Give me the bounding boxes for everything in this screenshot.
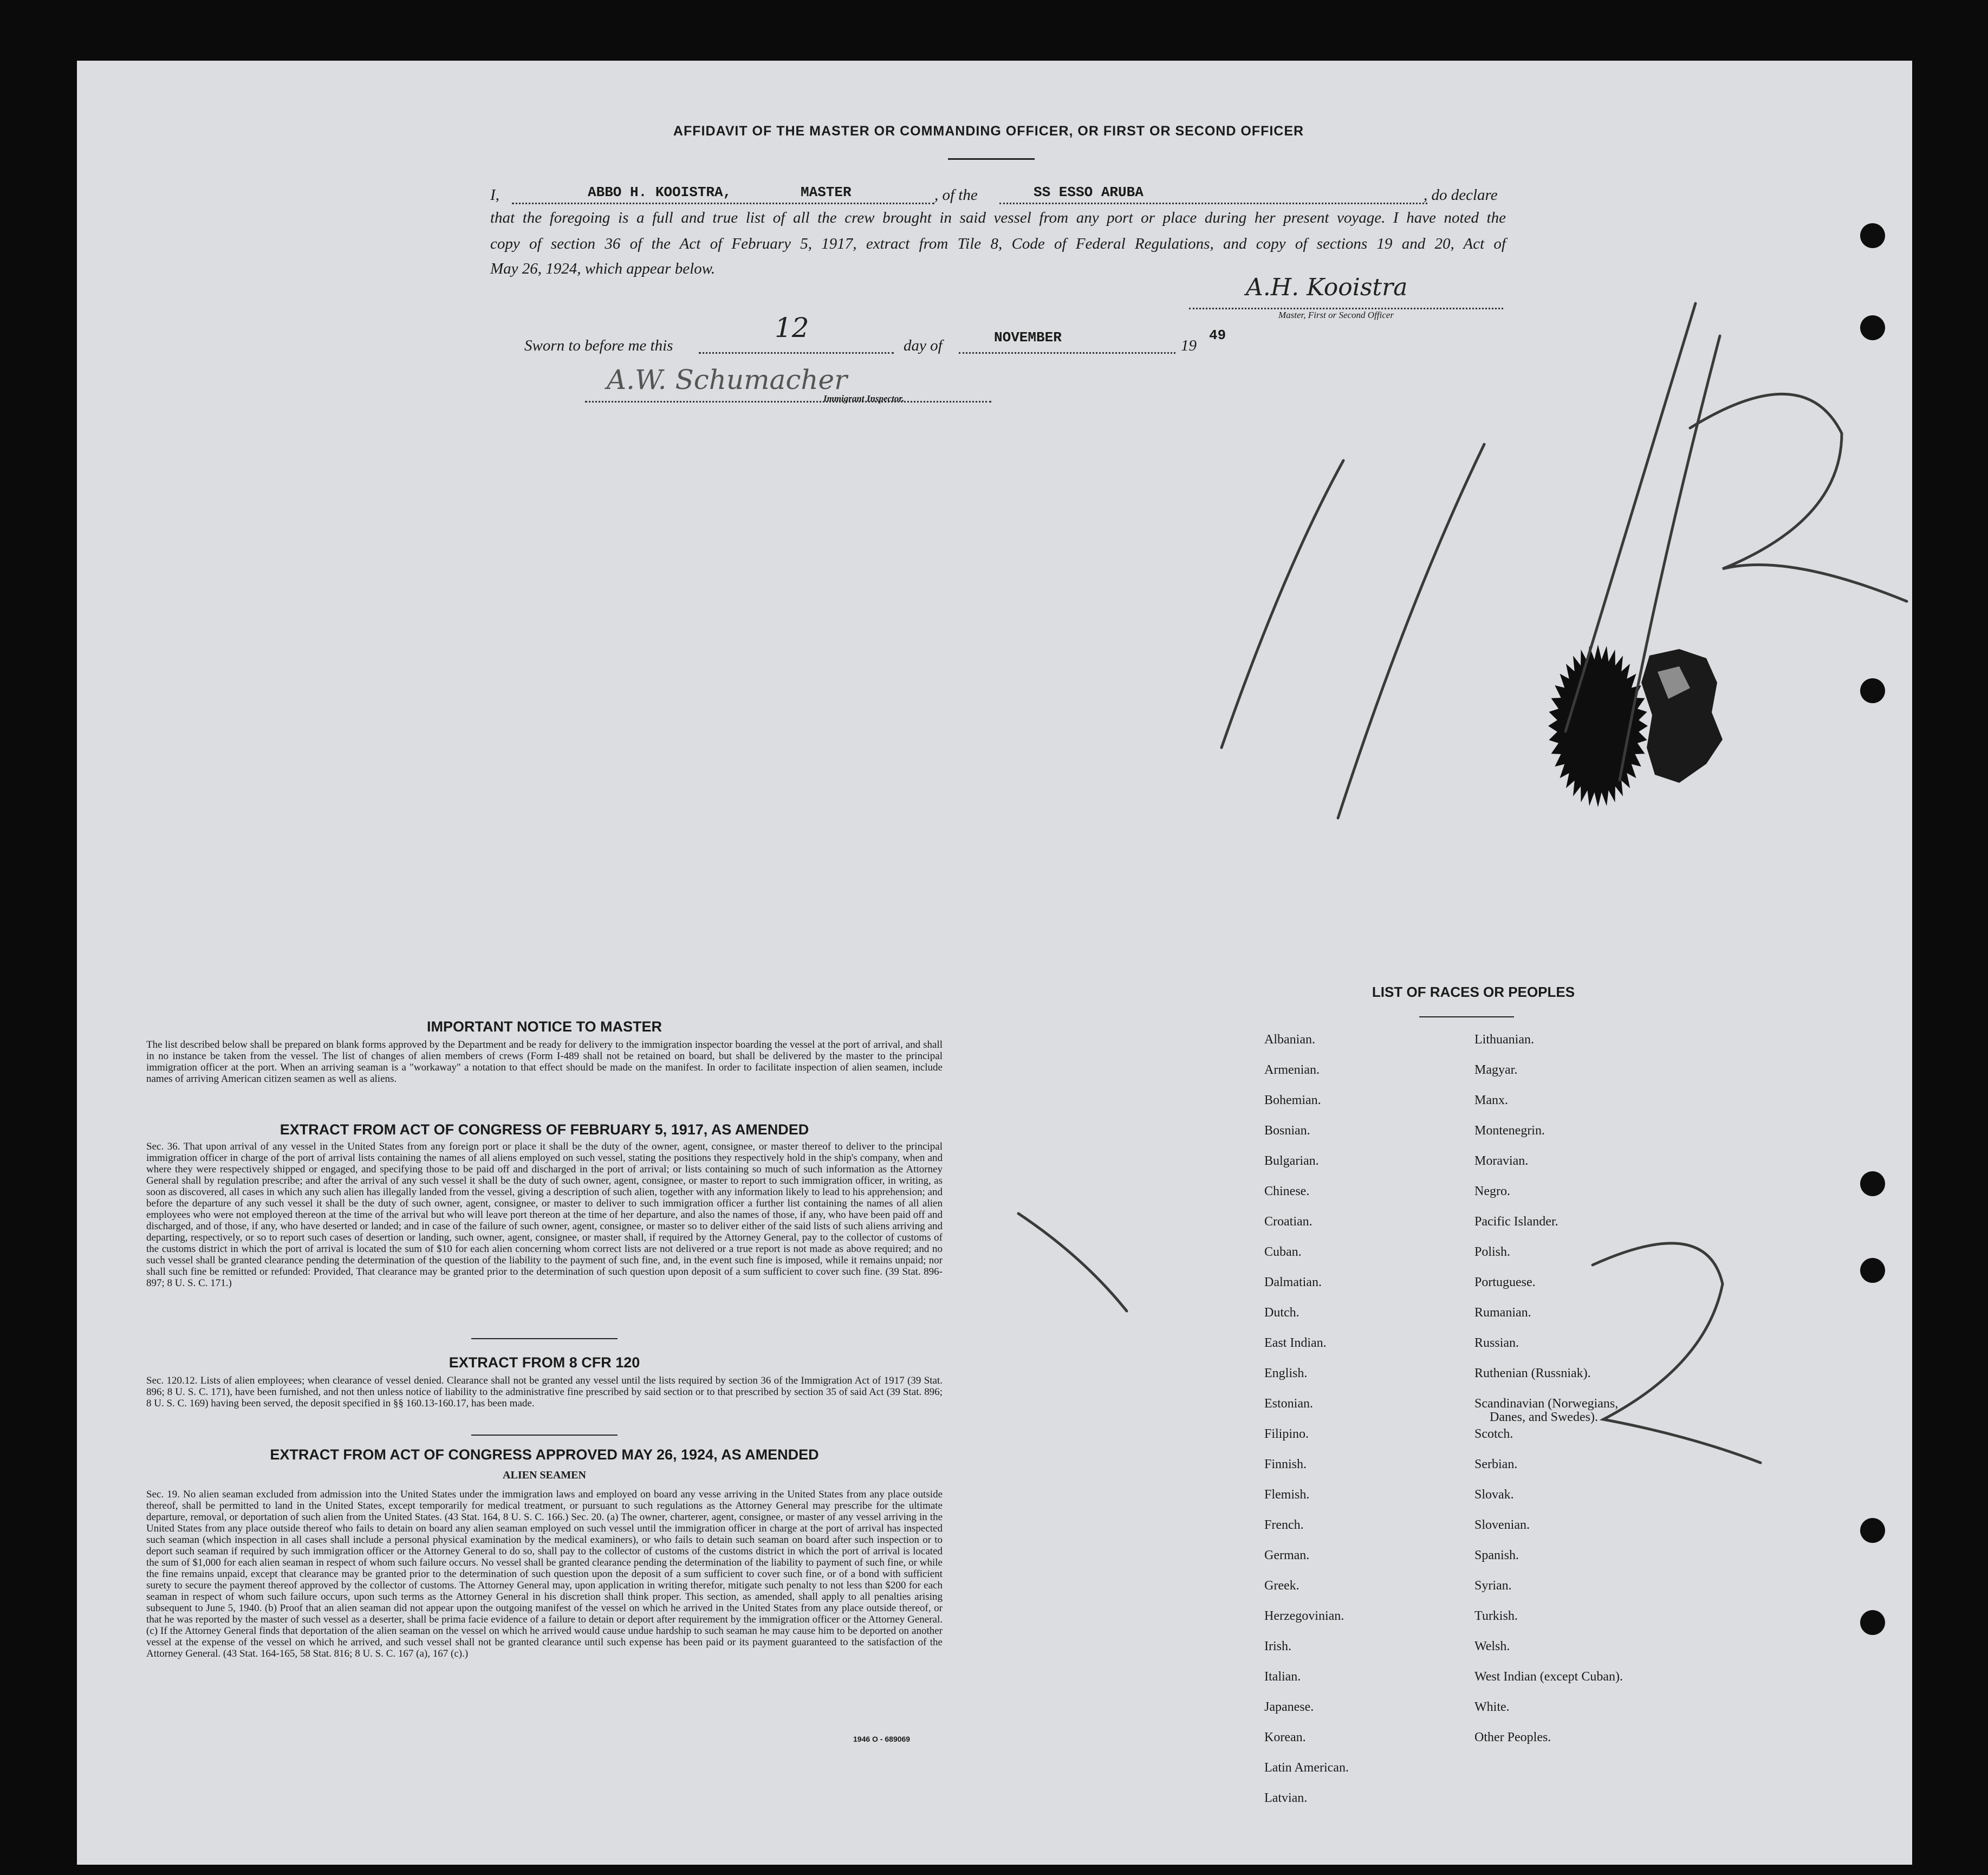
race-item: Moravian.	[1474, 1154, 1529, 1168]
race-item: Chinese.	[1264, 1184, 1310, 1198]
race-item: Albanian.	[1264, 1033, 1315, 1047]
race-item: English.	[1264, 1366, 1308, 1380]
race-item: Manx.	[1474, 1093, 1508, 1107]
do-declare-label: , do declare	[1424, 186, 1498, 204]
race-item: Syrian.	[1474, 1579, 1512, 1593]
race-item: Turkish.	[1474, 1609, 1518, 1623]
race-item: German.	[1264, 1548, 1310, 1562]
affidavit-title: AFFIDAVIT OF THE MASTER OR COMMANDING OFFICER, OR FIRST OR SECOND OFFICER	[673, 124, 1304, 139]
race-item: Serbian.	[1474, 1457, 1518, 1471]
race-item: Other Peoples.	[1474, 1730, 1551, 1744]
pen-stroke	[1018, 1214, 1127, 1311]
race-item: Bohemian.	[1264, 1093, 1321, 1107]
race-item: Russian.	[1474, 1336, 1519, 1350]
handwritten-page-mark	[1408, 813, 1517, 814]
race-item: Dutch.	[1264, 1306, 1300, 1320]
race-item: Negro.	[1474, 1184, 1510, 1198]
race-item: Polish.	[1474, 1245, 1511, 1259]
handwritten-side-mark	[1712, 1398, 1820, 1399]
signature-caption: Master, First or Second Officer	[1278, 310, 1394, 320]
race-item: Latvian.	[1264, 1791, 1308, 1805]
extract-cfr-title: EXTRACT FROM 8 CFR 120	[449, 1354, 640, 1371]
race-item: White.	[1474, 1700, 1510, 1714]
year-prefix: 19	[1181, 337, 1197, 354]
master-rank: MASTER	[801, 184, 852, 200]
pen-numeral	[1690, 394, 1907, 601]
affidavit-line-4: May 26, 1924, which appear below.	[490, 260, 716, 277]
races-title: LIST OF RACES OR PEOPLES	[1372, 984, 1575, 1000]
vessel-name: SS ESSO ARUBA	[1034, 184, 1144, 200]
race-item: Irish.	[1264, 1639, 1291, 1653]
race-item: Pacific Islander.	[1474, 1215, 1558, 1229]
race-item: Latin American.	[1264, 1761, 1349, 1775]
affidavit-line-3: copy of section 36 of the Act of February 5, 1917, extract from Tile 8, Code of Federal Regulations, and copy of sections 19 and 20, Act of	[490, 235, 1506, 252]
race-item: Greek.	[1264, 1579, 1300, 1593]
race-item: Korean.	[1264, 1730, 1306, 1744]
race-item: Italian.	[1264, 1670, 1301, 1684]
race-item: Ruthenian (Russniak).	[1474, 1366, 1591, 1380]
race-item: Slovenian.	[1474, 1518, 1530, 1532]
inspector-signature: A.W. Schumacher	[607, 364, 848, 395]
extract-1917-title: EXTRACT FROM ACT OF CONGRESS OF FEBRUARY 5, 1917, AS AMENDED	[280, 1121, 809, 1138]
extract-1924-subtitle: ALIEN SEAMEN	[503, 1469, 586, 1481]
race-item: Danes, and Swedes).	[1490, 1410, 1598, 1424]
race-item: Spanish.	[1474, 1548, 1519, 1562]
year-suffix: 49	[1209, 327, 1226, 343]
race-item: Montenegrin.	[1474, 1124, 1545, 1138]
race-item: Armenian.	[1264, 1063, 1320, 1077]
race-item: Herzegovinian.	[1264, 1609, 1344, 1623]
extract-cfr-body: Sec. 120.12. Lists of alien employees; when clearance of vessel denied. Clearance shall not be granted any vessel until the lists required by section 36 of the Immigration Act of 1917 (39 Stat. 896; 8 U. S. C. 171), have been furnished, and not then unless notice of liability to the administrative fine prescribed by said section or to that prescribed by section 35 of said Act (39 Stat. 896; 8 U. S. C. 169) having been served, the deposit specified in §§ 160.13-160.17, has been made.	[146, 1375, 943, 1409]
sworn-label: Sworn to before me this	[524, 337, 673, 354]
race-item: Finnish.	[1264, 1457, 1307, 1471]
race-item: Dalmatian.	[1264, 1275, 1322, 1289]
master-signature: A.H. Kooistra	[1246, 274, 1408, 301]
race-item: Estonian.	[1264, 1397, 1313, 1411]
race-item: Filipino.	[1264, 1427, 1309, 1441]
notice-body: The list described below shall be prepared on blank forms approved by the Department and be ready for delivery to the immigration inspector boarding the vessel at the port of arrival, and shall in no instance be taken from the vessel. The list of changes of alien members of crews (Form I-489 shall not be retained on board, but shall be delivered by the master to the principal immigration officer at the port. When an arriving seaman is a "workaway" a notation to that effect should be made on the manifest. In order to facilitate inspection of alien seamen, include names of arriving American citizen seamen as well as aliens.	[146, 1039, 943, 1085]
race-item: Slovak.	[1474, 1488, 1514, 1502]
pen-stroke	[1222, 460, 1343, 748]
sworn-month: NOVEMBER	[994, 329, 1062, 346]
race-item: Japanese.	[1264, 1700, 1314, 1714]
race-item: Flemish.	[1264, 1488, 1310, 1502]
race-item: West Indian (except Cuban).	[1474, 1670, 1623, 1684]
race-item: Magyar.	[1474, 1063, 1518, 1077]
race-item: Rumanian.	[1474, 1306, 1531, 1320]
race-item: Scandinavian (Norwegians,	[1474, 1397, 1619, 1411]
race-item: Portuguese.	[1474, 1275, 1536, 1289]
race-item: Bosnian.	[1264, 1124, 1310, 1138]
pen-numeral	[1593, 1243, 1760, 1463]
race-item: Welsh.	[1474, 1639, 1510, 1653]
day-of-label: day of	[904, 337, 943, 354]
sworn-day: 12	[775, 312, 809, 343]
race-item: East Indian.	[1264, 1336, 1327, 1350]
extract-1924-title: EXTRACT FROM ACT OF CONGRESS APPROVED MAY 26, 1924, AS AMENDED	[270, 1446, 819, 1463]
race-item: French.	[1264, 1518, 1304, 1532]
race-item: Lithuanian.	[1474, 1033, 1534, 1047]
race-item: Cuban.	[1264, 1245, 1302, 1259]
extract-1924-body: Sec. 19. No alien seaman excluded from admission into the United States under the immigration laws and employed on board any vesse arriving in the United States from any place outside thereof, shall be permitted to land in the United States, except temporarily for medical treatment, or pursuant to such regulations as the Attorney General may prescribe for the ultimate departure, removal, or deportation of such alien from the United States. (43 Stat. 164, 8 U. S. C. 166.) Sec. 20. (a) The owner, charterer, agent, consignee, or master of any vessel arriving in the United States from any place outside thereof who fails to detain on board any alien seaman employed on such vessel until the immigration officer in charge at the port of arrival has inspected such seaman (which inspection in all cases shall include a personal physical examination by the medical examiners), or who fails to detain such seaman on board after such inspection or to deport such seaman if required by such immigration officer or the Attorney General to do so, shall pay to the collector of customs of the customs district in which the port of arrival is located the sum of $1,000 for each alien seaman in respect of whom such failure occurs. No vessel shall be granted clearance pending the determination of the liability to payment of such fine, or while the fine remains unpaid, except that clearance may be granted prior to the determination of such question upon the deposit of a sum sufficient to cover such fine, or of a bond with sufficient surety to secure the payment thereof approved by the collector of customs. The Attorney General may, upon application in writing therefor, mitigate such penalty to not less than $200 for each seaman in respect of whom such failure occurs, upon such terms as the Attorney General in his discretion shall think proper. This section, as amended, shall apply to all penalties arising subsequent to June 5, 1940. (b) Proof that an alien seaman did not appear upon the outgoing manifest of the vessel on which he arrived in the United States from any place outside thereof, or that he was reported by the master of such vessel as a deserter, shall be prima facie evidence of a failure to detain or deport after requirement by the immigration officer or the Attorney General. (c) If the Attorney General finds that deportation of the alien seaman on the vessel on which he arrived would cause undue hardship to such seaman he may cause him to be deported on another vessel at the expense of the vessel on which he arrived, and such vessel shall not be granted clearance until such expense has been paid or its payment guaranteed to the satisfaction of the Attorney General. (43 Stat. 164-165, 58 Stat. 816; 8 U. S. C. 167 (a), 167 (c).)	[146, 1489, 943, 1659]
pen-stroke	[1338, 444, 1484, 818]
of-the-label: , of the	[934, 186, 978, 204]
pen-stroke	[1620, 336, 1720, 780]
print-code: 1946 O - 689069	[853, 1735, 911, 1743]
notice-title: IMPORTANT NOTICE TO MASTER	[427, 1018, 662, 1035]
race-item: Bulgarian.	[1264, 1154, 1319, 1168]
extract-1917-body: Sec. 36. That upon arrival of any vessel in the United States from any foreign port or place it shall be the duty of the owner, agent, consignee, or master thereof to deliver to the principal immigration officer in charge of the port of arrival lists containing the names of all aliens employed on such vessel, stating the positions they respectively hold in the ship's company, when and where they were respectively shipped or engaged, and specifying those to be paid off and discharged in the port of arrival; or lists containing so much of such information as the Attorney General shall by regulation prescribe; and after the arrival of any such vessel it shall be the duty of such owner, agent, consignee, or master to report to such immigration officer, in writing, as soon as discovered, all cases in which any such alien has illegally landed from the vessel, giving a description of such alien, together with any information likely to lead to his apprehension; and before the departure of any such vessel it shall be the duty of such owner, agent, consignee, or master to deliver to such immigration officer a further list containing the names of all alien employees who were not employed thereon at the time of the arrival but who will leave port thereon at the time of her departure, and also the names of those, if any, who have been paid off and discharged, and of those, if any, who have deserted or landed; and in case of the failure of such owner, agent, consignee, or master so to deliver either of the said lists of such aliens arriving and departing, respectively, or so to report such cases of desertion or landing, such owner, agent, consignee, or master shall, if required by the Attorney General, pay to the collector of customs of the customs district in which the port of arrival is located the sum of $10 for each alien concerning whom correct lists are not delivered or a true report is not made as above required; and no such vessel shall be granted clearance pending the determination of the question of the liability to the payment of such fine, and, in the event such fine is imposed, while it remains unpaid; nor shall such fine be remitted or refunded: Provided, That clearance may be granted prior to the determination of such question upon deposit of a sum sufficient to cover such fine. (39 Stat. 896-897; 8 U. S. C. 171.)	[146, 1141, 943, 1289]
race-item: Scotch.	[1474, 1427, 1513, 1441]
inspector-caption: Immigrant Inspector.	[823, 393, 905, 404]
declarant-prefix: I,	[490, 186, 499, 204]
race-item: Croatian.	[1264, 1215, 1313, 1229]
master-name: ABBO H. KOOISTRA,	[588, 184, 732, 200]
affidavit-line-2: that the foregoing is a full and true list of all the crew brought in said vessel from any port or place during her present voyage. I have noted the	[490, 209, 1506, 226]
